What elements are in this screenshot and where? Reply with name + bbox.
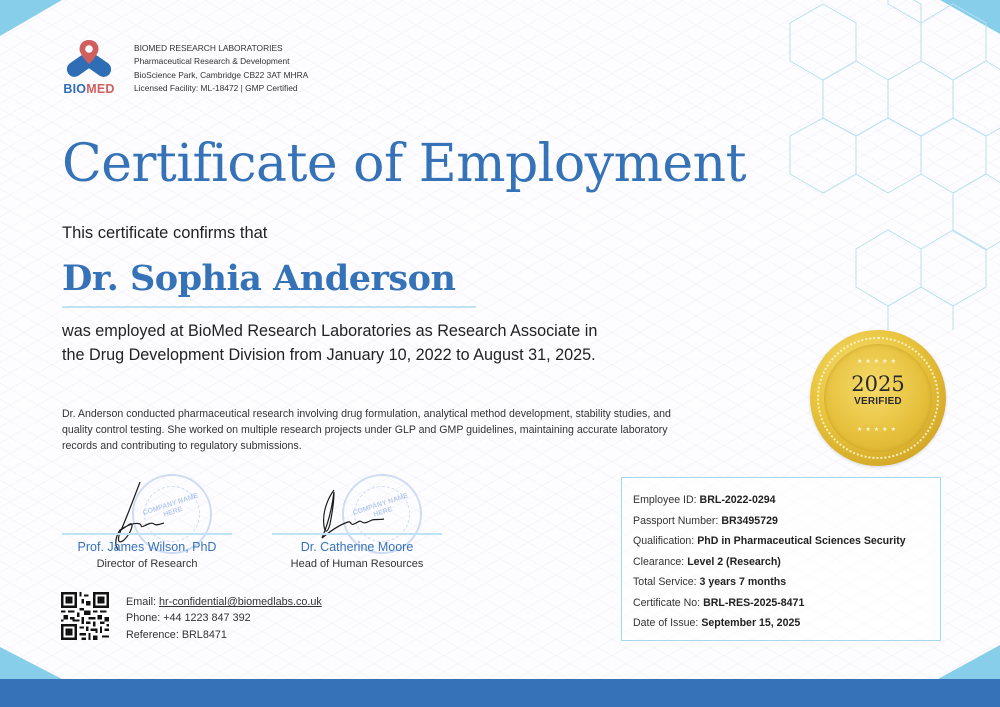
seal-label: VERIFIED <box>854 396 902 407</box>
logo-wordmark <box>63 82 114 96</box>
corner-decoration-top-left <box>0 0 62 36</box>
seal-stars-top-icon: ★★★★★ <box>857 358 899 365</box>
contact-email-row <box>126 594 322 610</box>
corner-decoration-bottom-right <box>938 645 1000 679</box>
recipient-name: Dr. Sophia Anderson <box>62 258 456 299</box>
logo-text-bio: BIO <box>63 82 87 96</box>
contact-info <box>126 594 322 643</box>
pill-location-pin-icon <box>64 38 114 80</box>
detail-date-of-issue: Date of Issue: September 15, 2025 <box>633 617 801 629</box>
employment-statement: was employed at BioMed Research Laboratories as Research Associate in the Drug Development Division from January 10, 2022 to August 31, 2025. <box>62 322 598 364</box>
hexagon-pattern-decoration <box>780 0 1000 330</box>
contact-phone: Phone: +44 1223 847 392 <box>126 612 251 625</box>
company-stamp-icon: COMPANY NAME HERE <box>342 474 422 554</box>
company-stamp-icon: COMPANY NAME HERE <box>132 474 212 554</box>
organization-license: Licensed Facility: ML-18472 | GMP Certified <box>134 82 298 93</box>
signatory-title: Director of Research <box>96 558 198 570</box>
footer-bar <box>0 679 1000 707</box>
detail-clearance: Clearance: Level 2 (Research) <box>633 555 781 568</box>
organization-department: Pharmaceutical Research & Development <box>134 56 290 67</box>
company-logo <box>58 38 120 96</box>
role-description: Dr. Anderson conducted pharmaceutical research involving drug formulation, analytical method development, stability studies, and quality control testing. She worked on multiple research projects under GLP and GMP guidelines, maintaining accurate laboratory records and contributing to regulatory submissions. <box>62 408 671 452</box>
detail-total-service: Total Service: 3 years 7 months <box>633 576 787 588</box>
detail-employee-id: Employee ID: BRL-2022-0294 <box>633 494 776 506</box>
signatory-name: Prof. James Wilson, PhD <box>77 540 217 554</box>
logo-text-med: MED <box>86 82 115 96</box>
verified-seal <box>810 330 946 466</box>
organization-info <box>134 42 308 95</box>
detail-certificate-number: Certificate No: BRL-RES-2025-8471 <box>633 596 805 609</box>
header <box>58 38 308 96</box>
detail-passport-number: Passport Number: BR3495729 <box>633 514 778 527</box>
email-link[interactable]: hr-confidential@biomedlabs.co.uk <box>159 596 322 608</box>
contact-reference: Reference: BRL8471 <box>126 628 227 641</box>
recipient-underline <box>62 306 476 308</box>
certificate-title: Certificate of Employment <box>62 134 747 194</box>
seal-year: 2025 <box>851 372 905 396</box>
confirms-text: This certificate confirms that <box>62 224 268 242</box>
qr-code-icon[interactable] <box>61 592 109 640</box>
organization-address: BioScience Park, Cambridge CB22 3AT MHRA <box>134 69 309 80</box>
signatory-title: Head of Human Resources <box>290 558 424 570</box>
corner-decoration-bottom-left <box>0 647 62 679</box>
signatory-name: Dr. Catherine Moore <box>300 540 414 554</box>
detail-qualification: Qualification: PhD in Pharmaceutical Sciences Security <box>633 535 906 547</box>
signature-line <box>272 533 442 535</box>
employee-details-box <box>621 477 941 641</box>
email-label: Email: <box>126 596 159 608</box>
signature-line <box>62 533 232 535</box>
seal-stars-bottom-icon: ★★★★★ <box>857 426 899 433</box>
organization-name: BIOMED RESEARCH LABORATORIES <box>134 43 283 53</box>
